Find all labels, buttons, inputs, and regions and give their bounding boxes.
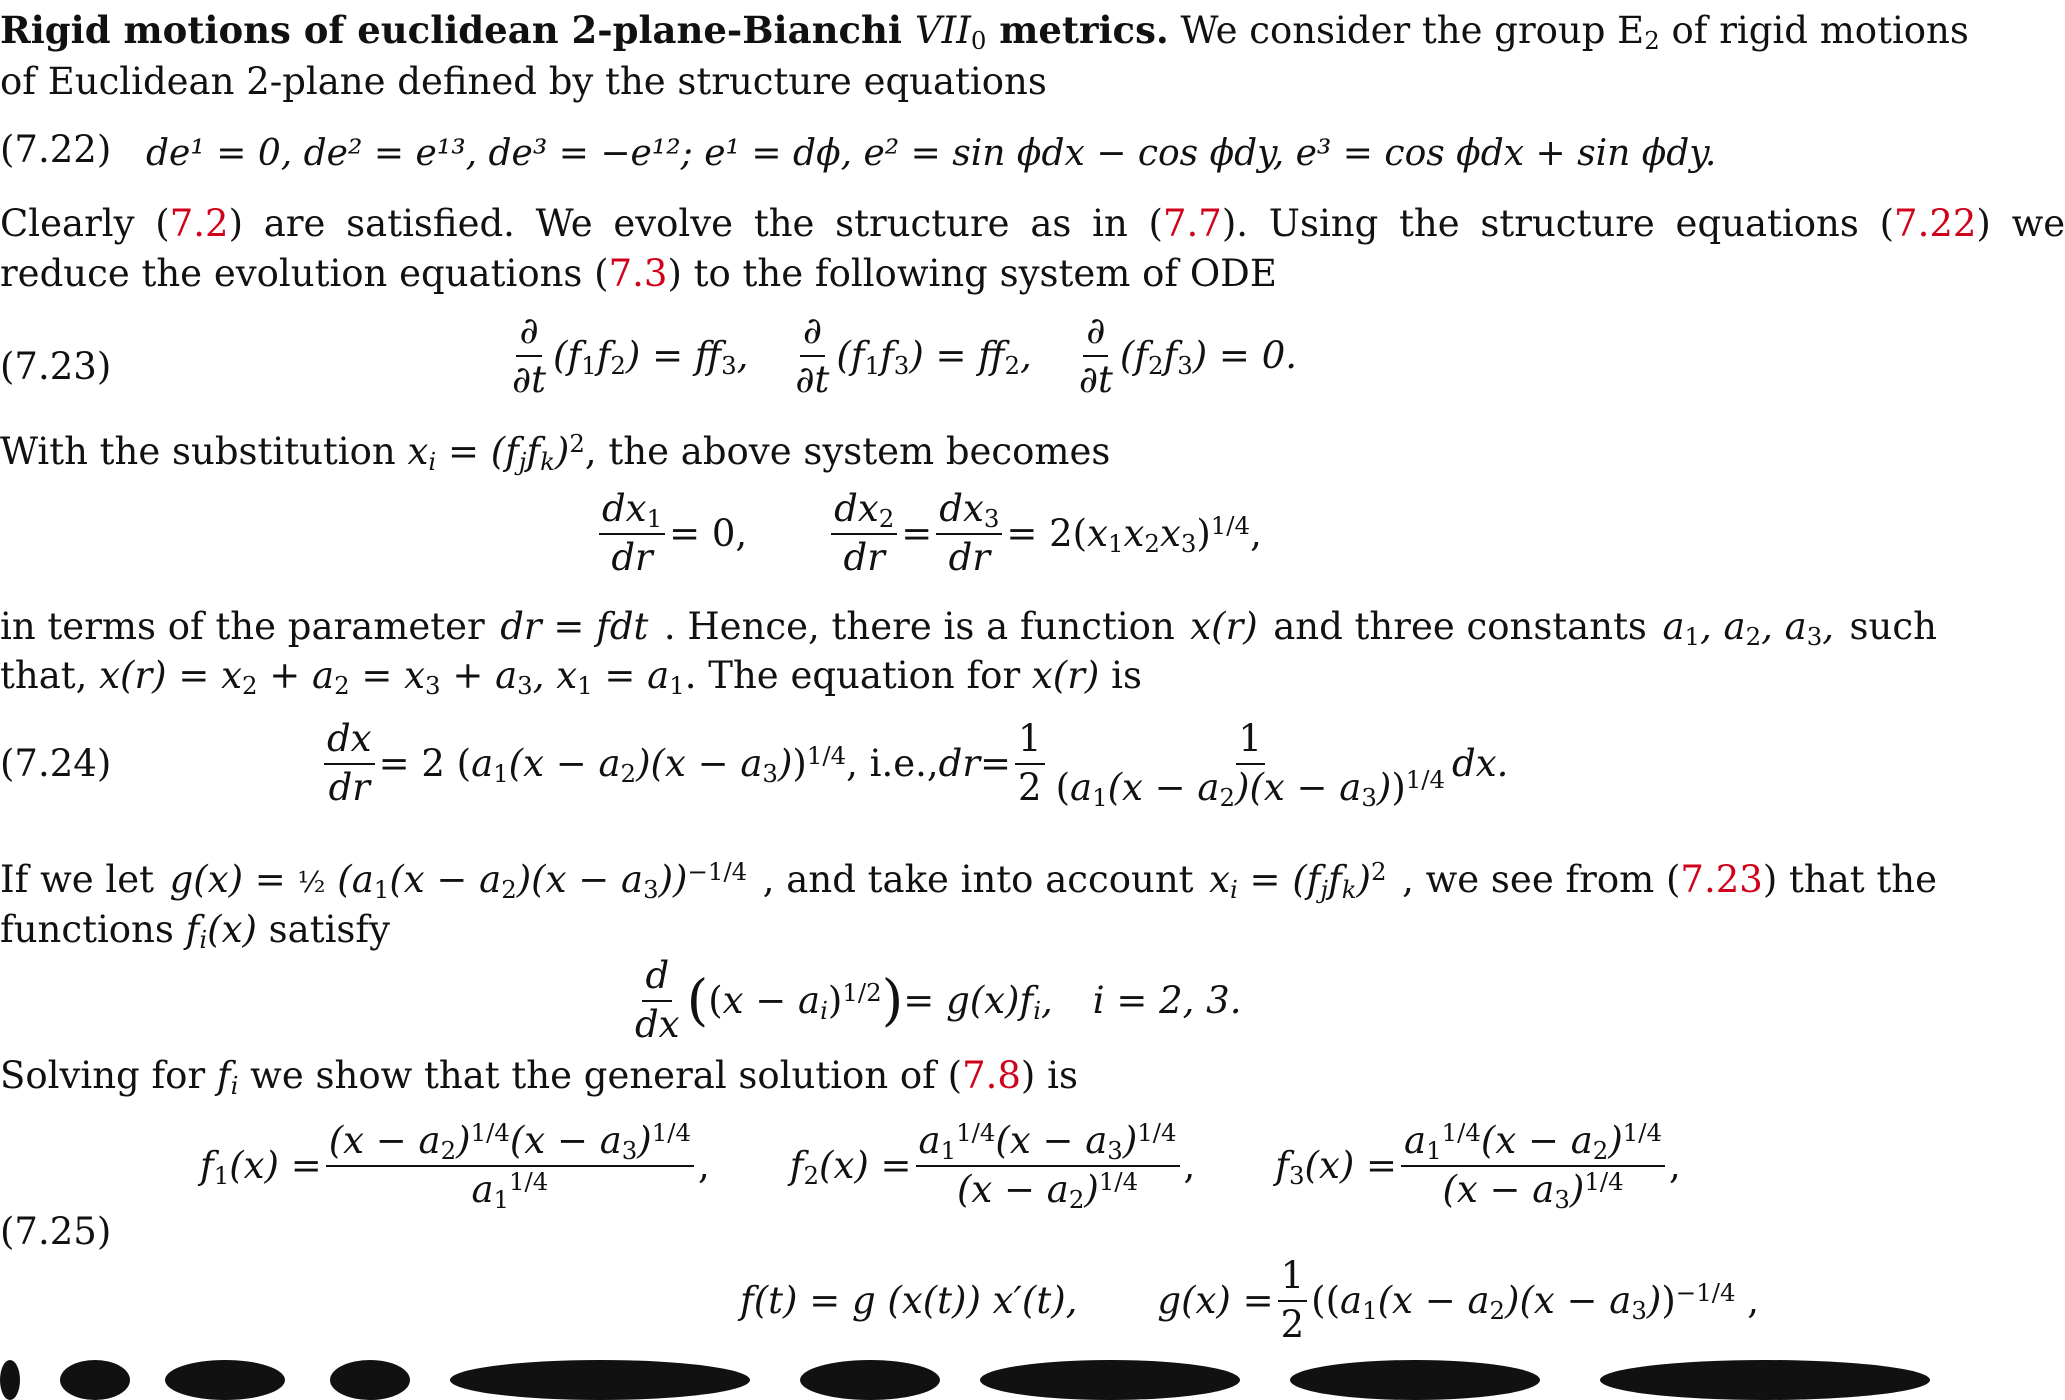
para-parameter: in terms of the parameter dr = fdt . Hence, there is a function x(r) and three constants $a_1$, $a_2$, $a_3$, such	[0, 605, 1937, 652]
para3-d: such	[1849, 605, 1937, 648]
derivative-equation: $\frac{d}{dx}$ ( $(x - a_i)^{1/2}$ ) = $g(x)f_i$, i = 2, 3.	[628, 955, 1242, 1046]
para3-a: in terms of the parameter	[0, 605, 485, 648]
para2-text-3: ). Using the structure equations (	[1221, 202, 1895, 245]
para2-text-1: Clearly (	[0, 202, 170, 245]
para3-c: and three constants	[1273, 605, 1647, 648]
frac-d-dx: $\frac{d}{dx}$	[635, 954, 680, 1046]
para-structure	[0, 200, 2065, 248]
frac-f2: $\frac{a_1^{1/4}(x - a_3)^{1/4}}{(x - a_2)^{1/4}}$	[916, 1120, 1180, 1211]
solve-b: we show that the general solution of (	[238, 1054, 963, 1097]
partial-frac-3	[1076, 310, 1116, 401]
frac-dr-dx: $\frac{1}{(a_1(x - a_2)(x - a_3))^{1/4}}$	[1055, 717, 1446, 812]
solve-a: Solving for	[0, 1054, 217, 1097]
ie-text: , i.e.,	[846, 742, 939, 786]
eq-7-24-body: $\frac{dx}{dr}$ = 2 $(a_1(x - a_2)(x - a_3))^{1/4}$ , i.e., dr = $\frac{1}{2}$ $\frac{1}{(a_1(x - a_2)(x - a_3))^{1/4}}$ dx.	[320, 718, 1508, 809]
frac-dx-dr: $\frac{dx}{dr}$	[324, 718, 375, 809]
eq-7-23-tag: (7.23)	[0, 345, 112, 388]
frac-f3: $\frac{a_1^{1/4}(x - a_2)^{1/4}}{(x - a_3)^{1/4}}$	[1401, 1120, 1665, 1211]
frac-one-half: $\frac{1}{2}$	[1015, 718, 1045, 809]
frac-dx2-dr: $\frac{dx_2}{dr}$	[831, 488, 897, 579]
eq-7-25-tag: (7.25)	[0, 1210, 112, 1253]
heading-rest: We consider the group E	[1168, 9, 1645, 52]
subst-before: With the substitution	[0, 430, 408, 473]
para-structure-line2	[0, 250, 1277, 298]
para4-c: , we see from (	[1402, 858, 1681, 901]
ode-system: $\frac{dx_1}{dr}$ = 0, $\frac{dx_2}{dr}$ = $\frac{dx_3}{dr}$ = $2(x_1x_2x_3)^{1/4}$,	[595, 488, 1262, 579]
ref-7-8[interactable]: 7.8	[962, 1054, 1021, 1097]
para4-b: , and take into account	[762, 858, 1194, 901]
para3-l2a: that,	[0, 654, 100, 697]
frac-dx3-dr: $\frac{dx_3}{dr}$	[936, 488, 1002, 579]
frac-half-g: $\frac{1}{2}$	[1278, 1255, 1308, 1346]
para4-l2b: satisfy	[256, 908, 391, 951]
partial-den: ∂t	[795, 357, 830, 401]
deriv-tail: i = 2, 3.	[1092, 979, 1242, 1023]
partial-num: ∂	[516, 310, 541, 357]
para4-a: If we let	[0, 858, 154, 901]
para-g-definition: If we let g(x) = ½ $(a_1(x - a_2)(x - a_3))^{-1/4}$ , and take into account $x_i = (f_jf_k)^2$ , we see from (7.23) that the	[0, 856, 1937, 905]
ref-7-23[interactable]: 7.23	[1680, 858, 1763, 901]
heading-math	[914, 9, 987, 56]
heading-rest-sub: 2	[1644, 26, 1660, 56]
eq-7-22-tag: (7.22)	[0, 128, 112, 171]
ref-7-7[interactable]: 7.7	[1162, 202, 1222, 245]
partial-frac-1	[509, 310, 549, 401]
solve-c: ) is	[1020, 1054, 1078, 1097]
frac-f1: $\frac{(x - a_2)^{1/4}(x - a_3)^{1/4}}{a_1^{1/4}}$	[326, 1120, 694, 1211]
partial-den: ∂t	[512, 357, 547, 401]
heading-bold: Rigid motions of euclidean 2-plane-Bianchi	[0, 8, 915, 52]
para3-l2c: is	[1099, 654, 1142, 697]
ref-7-22[interactable]: 7.22	[1894, 202, 1977, 245]
partial-den: ∂t	[1078, 357, 1113, 401]
para4-l2a: functions	[0, 908, 186, 951]
substitution-line: With the substitution $x_i = (f_jf_k)^2$, the above system becomes	[0, 428, 1111, 477]
ref-7-3[interactable]: 7.3	[608, 252, 668, 295]
heading-rest-end: of rigid motions	[1659, 9, 1969, 52]
para2-text-2: ) are satisfied. We evolve the structure as in (	[228, 202, 1163, 245]
heading-math-sub: 0	[970, 26, 987, 56]
para2-line2-b: ) to the following system of ODE	[667, 252, 1277, 295]
para3-b: . Hence, there is a function	[663, 605, 1175, 648]
partial-num: ∂	[800, 310, 825, 357]
para-parameter-line2: that, $x(r) = x_2 + a_2 = x_3 + a_3$, $x_1 = a_1$. The equation for x(r) is	[0, 654, 1142, 701]
eq-7-23-body: $\frac{\partial}{\partial t}$ $(f_1f_2) = ff_3$, $\frac{\partial}{\partial t}$ $(f_1f_3) = ff_2$, $\frac{\partial}{\partial t}$ $(f_2f_3) = 0$.	[505, 310, 1297, 401]
eq-7-25-row1: $f_1(x)$ = $\frac{(x - a_2)^{1/4}(x - a_3)^{1/4}}{a_1^{1/4}}$ , $f_2(x)$ = $\frac{a_1^{1/4}(x - a_3)^{1/4}}{(x - a_2)^{1/4}}$ , $f_3(x)$ = $\frac{a_1^{1/4}(x - a_2)^{1/4}}{(x - a_3)^{1/4}}$ ,	[200, 1117, 1681, 1214]
partial-frac-2	[792, 310, 832, 401]
heading-math-text: VII	[914, 9, 971, 52]
para3-l2b: . The equation for	[684, 654, 1032, 697]
eq-7-22-body: de¹ = 0, de² = e¹³, de³ = −e¹²; e¹ = dϕ, e² = sin ϕdx − cos ϕdy, e³ = cos ϕdx + sin ϕdy.	[146, 133, 1717, 174]
frac-dx1-dr: $\frac{dx_1}{dr}$	[599, 488, 665, 579]
solving-line: Solving for $f_i$ we show that the general solution of (7.8) is	[0, 1054, 1078, 1101]
intro-line: of Euclidean 2-plane defined by the structure equations	[0, 60, 1047, 103]
eq-7-25-row2: f(t) = g (x(t)) x′(t), g(x) = $\frac{1}{2}$ ($(a_1(x - a_2)(x - a_3))^{-1/4}$ ,	[740, 1254, 1760, 1346]
para2-text-4: ) we	[1976, 202, 2065, 245]
para2-line2-a: reduce the evolution equations (	[0, 252, 609, 295]
para-g-definition-line2: functions $f_i(x)$ satisfy	[0, 908, 391, 955]
partial-num: ∂	[1083, 310, 1108, 357]
para4-d: ) that the	[1762, 858, 1937, 901]
heading-bold-end: metrics.	[986, 8, 1169, 52]
eq-7-24-tag: (7.24)	[0, 742, 112, 785]
subst-after: , the above system becomes	[584, 430, 1111, 473]
cutoff-next-line	[0, 1352, 1937, 1373]
ref-7-2[interactable]: 7.2	[169, 202, 229, 245]
section-heading	[0, 6, 1969, 55]
